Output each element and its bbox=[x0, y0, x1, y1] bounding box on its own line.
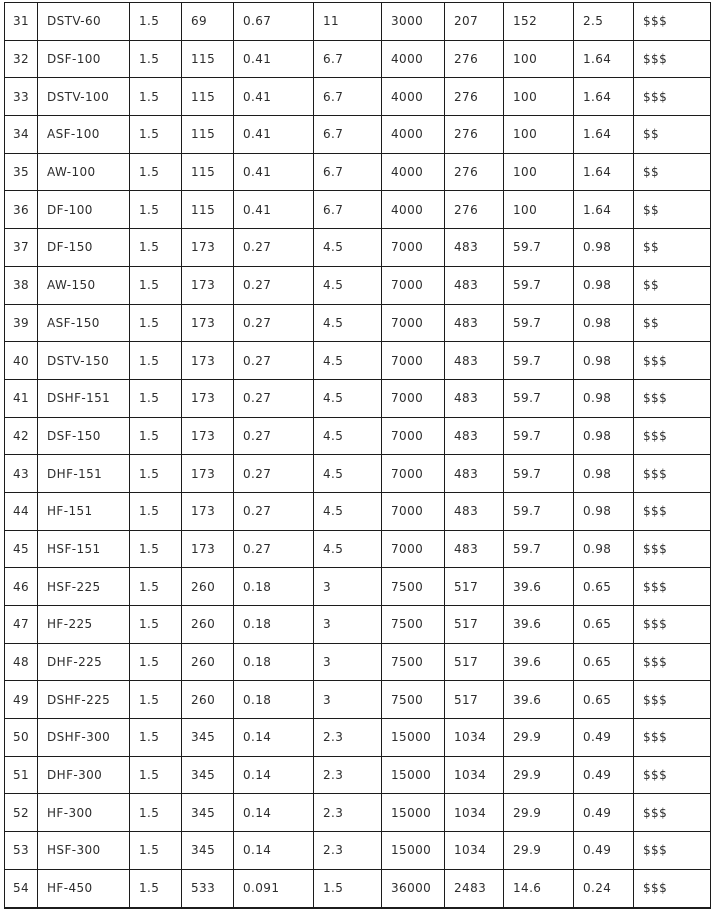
spec-value-cell: 6.7 bbox=[314, 191, 382, 229]
row-number-cell: 39 bbox=[5, 304, 38, 342]
spec-value-cell: 0.98 bbox=[574, 492, 634, 530]
spec-value-cell: 483 bbox=[445, 530, 504, 568]
spec-value-cell: $$ bbox=[634, 116, 711, 154]
model-name-cell: DSF-150 bbox=[38, 417, 130, 455]
table-row bbox=[5, 681, 711, 719]
spec-value-cell: 59.7 bbox=[504, 492, 574, 530]
spec-value-cell: 0.65 bbox=[574, 681, 634, 719]
model-name-cell: AW-100 bbox=[38, 153, 130, 191]
model-name-cell: ASF-150 bbox=[38, 304, 130, 342]
spec-value-cell: 173 bbox=[182, 417, 234, 455]
spec-value-cell: 0.98 bbox=[574, 530, 634, 568]
table-row bbox=[5, 342, 711, 380]
table-row bbox=[5, 379, 711, 417]
spec-value-cell: 59.7 bbox=[504, 304, 574, 342]
spec-value-cell: 0.27 bbox=[234, 417, 314, 455]
model-name-cell: DHF-300 bbox=[38, 756, 130, 794]
row-number-cell: 42 bbox=[5, 417, 38, 455]
spec-value-cell: 533 bbox=[182, 869, 234, 907]
model-name-cell: HF-450 bbox=[38, 869, 130, 907]
spec-value-cell: 3000 bbox=[382, 3, 445, 41]
spec-value-cell: 260 bbox=[182, 681, 234, 719]
spec-value-cell: 1034 bbox=[445, 794, 504, 832]
spec-value-cell: 7500 bbox=[382, 681, 445, 719]
spec-value-cell: 1.5 bbox=[130, 681, 182, 719]
spec-value-cell: 0.091 bbox=[234, 869, 314, 907]
model-name-cell: DSTV-60 bbox=[38, 3, 130, 41]
spec-value-cell: 173 bbox=[182, 492, 234, 530]
table-row bbox=[5, 606, 711, 644]
spec-value-cell: 345 bbox=[182, 719, 234, 757]
spec-value-cell: 483 bbox=[445, 342, 504, 380]
spec-value-cell: 39.6 bbox=[504, 568, 574, 606]
table-row bbox=[5, 153, 711, 191]
spec-value-cell: 39.6 bbox=[504, 681, 574, 719]
spec-value-cell: $$$ bbox=[634, 455, 711, 493]
row-number-cell: 45 bbox=[5, 530, 38, 568]
spec-value-cell: 39.6 bbox=[504, 643, 574, 681]
spec-value-cell: 1.5 bbox=[130, 455, 182, 493]
table-row bbox=[5, 78, 711, 116]
spec-value-cell: 7000 bbox=[382, 304, 445, 342]
spec-value-cell: 3 bbox=[314, 681, 382, 719]
spec-value-cell: 1.5 bbox=[314, 869, 382, 907]
spec-value-cell: 173 bbox=[182, 379, 234, 417]
row-number-cell: 53 bbox=[5, 832, 38, 870]
spec-value-cell: 2.5 bbox=[574, 3, 634, 41]
spec-value-cell: $$$ bbox=[634, 568, 711, 606]
spec-value-cell: 115 bbox=[182, 153, 234, 191]
spec-value-cell: 0.27 bbox=[234, 530, 314, 568]
spec-value-cell: 0.18 bbox=[234, 568, 314, 606]
row-number-cell: 44 bbox=[5, 492, 38, 530]
spec-value-cell: 7000 bbox=[382, 266, 445, 304]
spec-value-cell: 1034 bbox=[445, 719, 504, 757]
spec-value-cell: $$$ bbox=[634, 379, 711, 417]
spec-value-cell: 1.5 bbox=[130, 153, 182, 191]
spec-value-cell: 4000 bbox=[382, 153, 445, 191]
spec-value-cell: 260 bbox=[182, 606, 234, 644]
spec-value-cell: 0.98 bbox=[574, 342, 634, 380]
spec-value-cell: 59.7 bbox=[504, 455, 574, 493]
spec-value-cell: 59.7 bbox=[504, 266, 574, 304]
spec-value-cell: 6.7 bbox=[314, 40, 382, 78]
spec-value-cell: 7500 bbox=[382, 643, 445, 681]
spec-value-cell: 11 bbox=[314, 3, 382, 41]
spec-value-cell: 1.5 bbox=[130, 40, 182, 78]
spec-value-cell: 29.9 bbox=[504, 756, 574, 794]
spec-value-cell: $$$ bbox=[634, 606, 711, 644]
model-name-cell: DHF-225 bbox=[38, 643, 130, 681]
spec-value-cell: 173 bbox=[182, 455, 234, 493]
model-name-cell: DF-100 bbox=[38, 191, 130, 229]
row-number-cell: 32 bbox=[5, 40, 38, 78]
spec-value-cell: 7000 bbox=[382, 492, 445, 530]
row-number-cell: 38 bbox=[5, 266, 38, 304]
spec-value-cell: 0.18 bbox=[234, 643, 314, 681]
spec-value-cell: 6.7 bbox=[314, 116, 382, 154]
spec-value-cell: 0.65 bbox=[574, 643, 634, 681]
model-name-cell: HF-151 bbox=[38, 492, 130, 530]
spec-value-cell: 4.5 bbox=[314, 229, 382, 267]
model-name-cell: DSHF-300 bbox=[38, 719, 130, 757]
spec-table bbox=[4, 2, 711, 909]
spec-value-cell: 59.7 bbox=[504, 379, 574, 417]
spec-value-cell: 7000 bbox=[382, 455, 445, 493]
row-number-cell: 47 bbox=[5, 606, 38, 644]
row-number-cell: 51 bbox=[5, 756, 38, 794]
spec-value-cell: 345 bbox=[182, 832, 234, 870]
spec-value-cell: 59.7 bbox=[504, 229, 574, 267]
spec-value-cell: 0.41 bbox=[234, 191, 314, 229]
table-row bbox=[5, 643, 711, 681]
spec-value-cell: 1.5 bbox=[130, 304, 182, 342]
table-row bbox=[5, 191, 711, 229]
spec-value-cell: $$$ bbox=[634, 78, 711, 116]
spec-value-cell: 29.9 bbox=[504, 832, 574, 870]
spec-value-cell: 0.49 bbox=[574, 756, 634, 794]
spec-value-cell: 483 bbox=[445, 266, 504, 304]
model-name-cell: DF-150 bbox=[38, 229, 130, 267]
table-row bbox=[5, 530, 711, 568]
spec-value-cell: 0.27 bbox=[234, 229, 314, 267]
spec-value-cell: $$$ bbox=[634, 417, 711, 455]
spec-value-cell: 0.24 bbox=[574, 869, 634, 907]
row-number-cell: 34 bbox=[5, 116, 38, 154]
row-number-cell: 35 bbox=[5, 153, 38, 191]
model-name-cell: DSTV-100 bbox=[38, 78, 130, 116]
spec-value-cell: 1.5 bbox=[130, 417, 182, 455]
spec-value-cell: 29.9 bbox=[504, 794, 574, 832]
spec-value-cell: 6.7 bbox=[314, 153, 382, 191]
spec-value-cell: 0.14 bbox=[234, 832, 314, 870]
spec-value-cell: 0.14 bbox=[234, 719, 314, 757]
spec-value-cell: 483 bbox=[445, 492, 504, 530]
spec-value-cell: 3 bbox=[314, 606, 382, 644]
table-row bbox=[5, 832, 711, 870]
spec-value-cell: 2.3 bbox=[314, 756, 382, 794]
spec-value-cell: 483 bbox=[445, 455, 504, 493]
spec-value-cell: 4000 bbox=[382, 40, 445, 78]
row-number-cell: 46 bbox=[5, 568, 38, 606]
spec-value-cell: 276 bbox=[445, 78, 504, 116]
spec-value-cell: 4.5 bbox=[314, 266, 382, 304]
model-name-cell: ASF-100 bbox=[38, 116, 130, 154]
spec-value-cell: 1034 bbox=[445, 756, 504, 794]
table-row bbox=[5, 40, 711, 78]
spec-value-cell: 1.5 bbox=[130, 568, 182, 606]
spec-value-cell: $$$ bbox=[634, 342, 711, 380]
spec-value-cell: $$ bbox=[634, 153, 711, 191]
table-row bbox=[5, 455, 711, 493]
spec-value-cell: 276 bbox=[445, 191, 504, 229]
table-row bbox=[5, 417, 711, 455]
table-row bbox=[5, 116, 711, 154]
spec-value-cell: $$$ bbox=[634, 756, 711, 794]
spec-value-cell: 0.14 bbox=[234, 794, 314, 832]
spec-value-cell: $$$ bbox=[634, 794, 711, 832]
row-number-cell: 40 bbox=[5, 342, 38, 380]
spec-value-cell: 1.5 bbox=[130, 719, 182, 757]
spec-value-cell: $$$ bbox=[634, 40, 711, 78]
spec-value-cell: 29.9 bbox=[504, 719, 574, 757]
spec-value-cell: 0.98 bbox=[574, 304, 634, 342]
spec-value-cell: 0.41 bbox=[234, 153, 314, 191]
spec-value-cell: 100 bbox=[504, 153, 574, 191]
spec-value-cell: 36000 bbox=[382, 869, 445, 907]
spec-value-cell: 1.5 bbox=[130, 832, 182, 870]
spec-value-cell: $$$ bbox=[634, 832, 711, 870]
spec-value-cell: 1.64 bbox=[574, 78, 634, 116]
spec-value-cell: 0.49 bbox=[574, 719, 634, 757]
spec-value-cell: 1.64 bbox=[574, 153, 634, 191]
spec-value-cell: 15000 bbox=[382, 832, 445, 870]
spec-value-cell: 483 bbox=[445, 417, 504, 455]
spec-value-cell: $$$ bbox=[634, 719, 711, 757]
spec-value-cell: 1.5 bbox=[130, 78, 182, 116]
table-row bbox=[5, 304, 711, 342]
spec-value-cell: 0.98 bbox=[574, 417, 634, 455]
spec-value-cell: 276 bbox=[445, 116, 504, 154]
spec-value-cell: 4000 bbox=[382, 116, 445, 154]
spec-value-cell: 0.27 bbox=[234, 266, 314, 304]
spec-value-cell: 15000 bbox=[382, 756, 445, 794]
spec-value-cell: 1.5 bbox=[130, 492, 182, 530]
spec-value-cell: 4.5 bbox=[314, 379, 382, 417]
spec-value-cell: 1.5 bbox=[130, 116, 182, 154]
spec-value-cell: $$$ bbox=[634, 869, 711, 907]
spec-value-cell: 15000 bbox=[382, 794, 445, 832]
spec-value-cell: 517 bbox=[445, 681, 504, 719]
spec-value-cell: 100 bbox=[504, 40, 574, 78]
spec-value-cell: 483 bbox=[445, 304, 504, 342]
spec-value-cell: $$$ bbox=[634, 681, 711, 719]
table-row bbox=[5, 229, 711, 267]
spec-value-cell: 1.64 bbox=[574, 40, 634, 78]
spec-value-cell: 173 bbox=[182, 304, 234, 342]
spec-value-cell: 7000 bbox=[382, 342, 445, 380]
row-number-cell: 54 bbox=[5, 869, 38, 907]
spec-value-cell: 260 bbox=[182, 568, 234, 606]
spec-value-cell: 0.98 bbox=[574, 379, 634, 417]
spec-value-cell: 39.6 bbox=[504, 606, 574, 644]
model-name-cell: DHF-151 bbox=[38, 455, 130, 493]
model-name-cell: DSHF-225 bbox=[38, 681, 130, 719]
model-name-cell: HSF-151 bbox=[38, 530, 130, 568]
spec-value-cell: 0.27 bbox=[234, 379, 314, 417]
spec-value-cell: 115 bbox=[182, 191, 234, 229]
spec-value-cell: 15000 bbox=[382, 719, 445, 757]
spec-value-cell: 276 bbox=[445, 40, 504, 78]
table-row bbox=[5, 568, 711, 606]
spec-value-cell: 276 bbox=[445, 153, 504, 191]
spec-value-cell: 517 bbox=[445, 568, 504, 606]
spec-value-cell: 3 bbox=[314, 568, 382, 606]
spec-value-cell: 517 bbox=[445, 643, 504, 681]
spec-value-cell: 2.3 bbox=[314, 832, 382, 870]
spec-value-cell: 1.5 bbox=[130, 606, 182, 644]
spec-value-cell: $$ bbox=[634, 191, 711, 229]
spec-value-cell: 483 bbox=[445, 379, 504, 417]
spec-value-cell: 100 bbox=[504, 116, 574, 154]
spec-value-cell: 1.5 bbox=[130, 229, 182, 267]
spec-value-cell: 7000 bbox=[382, 530, 445, 568]
spec-value-cell: 59.7 bbox=[504, 417, 574, 455]
table-row bbox=[5, 266, 711, 304]
spec-value-cell: 0.27 bbox=[234, 492, 314, 530]
spec-value-cell: 59.7 bbox=[504, 342, 574, 380]
spec-value-cell: 4.5 bbox=[314, 530, 382, 568]
spec-value-cell: 115 bbox=[182, 116, 234, 154]
spec-value-cell: 1.5 bbox=[130, 342, 182, 380]
model-name-cell: HSF-225 bbox=[38, 568, 130, 606]
spec-value-cell: 483 bbox=[445, 229, 504, 267]
spec-value-cell: 0.65 bbox=[574, 606, 634, 644]
spec-value-cell: $$$ bbox=[634, 530, 711, 568]
spec-value-cell: 6.7 bbox=[314, 78, 382, 116]
spec-value-cell: 1.5 bbox=[130, 191, 182, 229]
spec-value-cell: 4.5 bbox=[314, 304, 382, 342]
row-number-cell: 49 bbox=[5, 681, 38, 719]
spec-value-cell: 115 bbox=[182, 78, 234, 116]
spec-value-cell: 7000 bbox=[382, 417, 445, 455]
model-name-cell: DSF-100 bbox=[38, 40, 130, 78]
spec-value-cell: $$ bbox=[634, 229, 711, 267]
spec-value-cell: 4000 bbox=[382, 191, 445, 229]
spec-value-cell: 0.27 bbox=[234, 304, 314, 342]
spec-value-cell: 69 bbox=[182, 3, 234, 41]
row-number-cell: 41 bbox=[5, 379, 38, 417]
model-name-cell: AW-150 bbox=[38, 266, 130, 304]
row-number-cell: 43 bbox=[5, 455, 38, 493]
spec-value-cell: 3 bbox=[314, 643, 382, 681]
spec-value-cell: 4000 bbox=[382, 78, 445, 116]
model-name-cell: HF-225 bbox=[38, 606, 130, 644]
spec-value-cell: 7000 bbox=[382, 229, 445, 267]
spec-value-cell: 0.67 bbox=[234, 3, 314, 41]
spec-value-cell: 0.41 bbox=[234, 116, 314, 154]
spec-value-cell: 0.98 bbox=[574, 455, 634, 493]
spec-value-cell: 7500 bbox=[382, 606, 445, 644]
spec-value-cell: 1034 bbox=[445, 832, 504, 870]
spec-value-cell: 7500 bbox=[382, 568, 445, 606]
spec-value-cell: 115 bbox=[182, 40, 234, 78]
model-name-cell: DSTV-150 bbox=[38, 342, 130, 380]
spec-value-cell: 1.5 bbox=[130, 794, 182, 832]
spec-value-cell: 7000 bbox=[382, 379, 445, 417]
spec-value-cell: 0.49 bbox=[574, 794, 634, 832]
spec-value-cell: 1.5 bbox=[130, 756, 182, 794]
spec-value-cell: 173 bbox=[182, 229, 234, 267]
row-number-cell: 50 bbox=[5, 719, 38, 757]
spec-value-cell: 173 bbox=[182, 266, 234, 304]
row-number-cell: 48 bbox=[5, 643, 38, 681]
spec-value-cell: 345 bbox=[182, 794, 234, 832]
table-row bbox=[5, 719, 711, 757]
spec-value-cell: 59.7 bbox=[504, 530, 574, 568]
spec-value-cell: 260 bbox=[182, 643, 234, 681]
spec-value-cell: 1.64 bbox=[574, 116, 634, 154]
spec-value-cell: 1.5 bbox=[130, 3, 182, 41]
model-name-cell: HF-300 bbox=[38, 794, 130, 832]
table-row bbox=[5, 869, 711, 907]
spec-value-cell: 100 bbox=[504, 78, 574, 116]
spec-value-cell: 0.98 bbox=[574, 266, 634, 304]
spec-value-cell: 517 bbox=[445, 606, 504, 644]
spec-value-cell: 2483 bbox=[445, 869, 504, 907]
spec-value-cell: 173 bbox=[182, 530, 234, 568]
row-number-cell: 37 bbox=[5, 229, 38, 267]
spec-value-cell: $$$ bbox=[634, 492, 711, 530]
spec-value-cell: 0.41 bbox=[234, 78, 314, 116]
spec-value-cell: 0.49 bbox=[574, 832, 634, 870]
model-name-cell: DSHF-151 bbox=[38, 379, 130, 417]
spec-value-cell: 4.5 bbox=[314, 342, 382, 380]
spec-value-cell: 4.5 bbox=[314, 492, 382, 530]
spec-value-cell: 2.3 bbox=[314, 719, 382, 757]
spec-value-cell: 1.5 bbox=[130, 643, 182, 681]
spec-value-cell: 4.5 bbox=[314, 417, 382, 455]
spec-value-cell: $$$ bbox=[634, 3, 711, 41]
spec-value-cell: 2.3 bbox=[314, 794, 382, 832]
table-row bbox=[5, 756, 711, 794]
spec-value-cell: 1.5 bbox=[130, 869, 182, 907]
spec-value-cell: 0.27 bbox=[234, 342, 314, 380]
spec-value-cell: 100 bbox=[504, 191, 574, 229]
spec-value-cell: 4.5 bbox=[314, 455, 382, 493]
model-name-cell: HSF-300 bbox=[38, 832, 130, 870]
spec-value-cell: $$$ bbox=[634, 643, 711, 681]
spec-value-cell: 0.41 bbox=[234, 40, 314, 78]
spec-value-cell: 173 bbox=[182, 342, 234, 380]
spec-value-cell: 345 bbox=[182, 756, 234, 794]
spec-value-cell: 0.98 bbox=[574, 229, 634, 267]
spec-table-body bbox=[5, 3, 711, 908]
spec-value-cell: 1.5 bbox=[130, 530, 182, 568]
spec-value-cell: 1.5 bbox=[130, 379, 182, 417]
row-number-cell: 36 bbox=[5, 191, 38, 229]
table-row bbox=[5, 492, 711, 530]
spec-value-cell: $$ bbox=[634, 304, 711, 342]
spec-value-cell: 0.65 bbox=[574, 568, 634, 606]
row-number-cell: 52 bbox=[5, 794, 38, 832]
spec-value-cell: 0.18 bbox=[234, 606, 314, 644]
spec-value-cell: 14.6 bbox=[504, 869, 574, 907]
spec-value-cell: 0.14 bbox=[234, 756, 314, 794]
table-row bbox=[5, 794, 711, 832]
spec-value-cell: 0.18 bbox=[234, 681, 314, 719]
spec-value-cell: 152 bbox=[504, 3, 574, 41]
row-number-cell: 31 bbox=[5, 3, 38, 41]
spec-value-cell: $$ bbox=[634, 266, 711, 304]
spec-value-cell: 207 bbox=[445, 3, 504, 41]
spec-value-cell: 1.5 bbox=[130, 266, 182, 304]
table-row bbox=[5, 3, 711, 41]
spec-value-cell: 0.27 bbox=[234, 455, 314, 493]
row-number-cell: 33 bbox=[5, 78, 38, 116]
spec-value-cell: 1.64 bbox=[574, 191, 634, 229]
